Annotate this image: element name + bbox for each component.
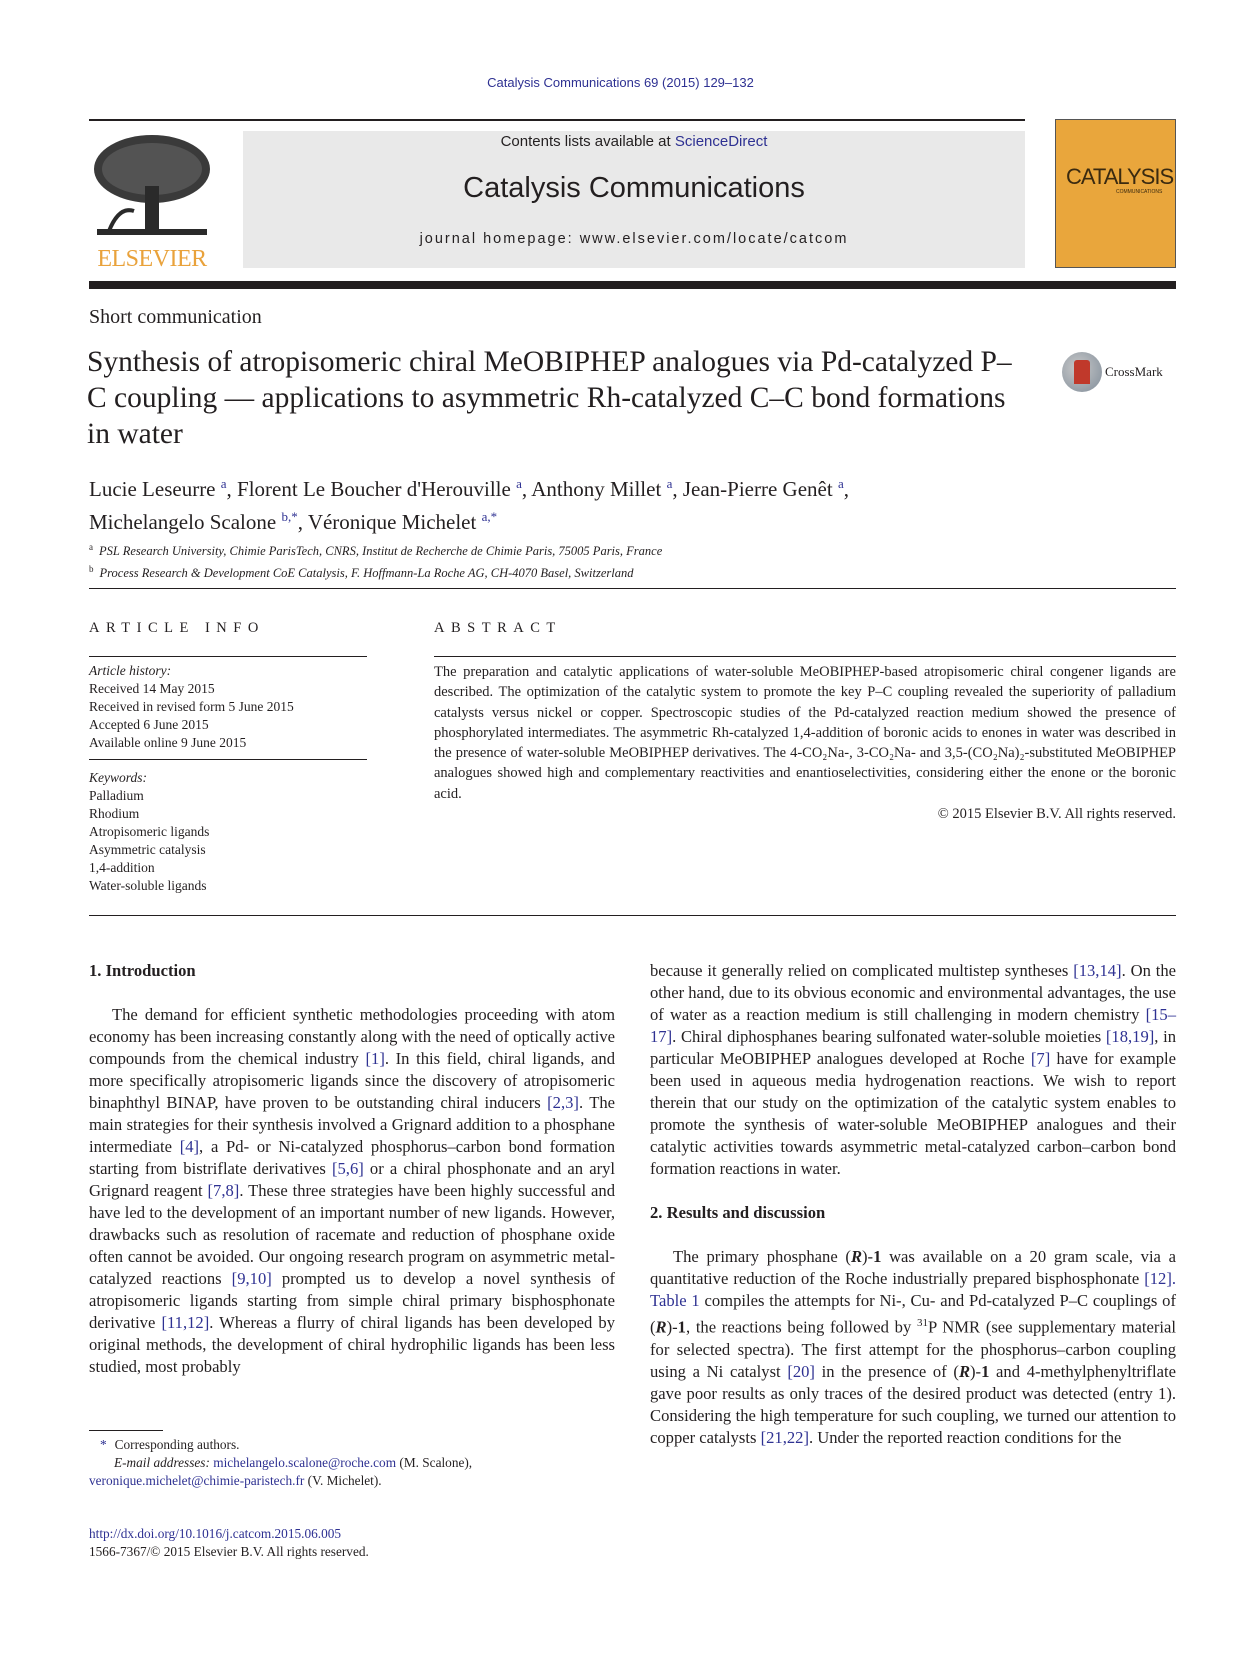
email-link-michelet[interactable]: veronique.michelet@chimie-paristech.fr [89, 1473, 305, 1488]
header-thick-bar [89, 281, 1176, 289]
citation-link[interactable]: [4] [179, 1137, 200, 1156]
text-segment: , in particular MeOBIPHEP analogues developed at Roche [650, 1027, 1176, 1068]
author-name: Véronique Michelet [307, 510, 477, 534]
author-affiliation-marker[interactable]: a [666, 476, 673, 491]
text-segment: The demand for efficient synthetic methodologies proceeding with atom economy has been increasing constantly along with the need of optically active compounds from the chemical industry [89, 1005, 615, 1068]
history-item: Available online 9 June 2015 [89, 735, 247, 750]
citation-link[interactable]: [13,14] [1073, 961, 1122, 980]
email-owner: (M. Scalone), [396, 1455, 473, 1470]
text-segment: . Chiral diphosphanes bearing sulfonated water-soluble moieties [672, 1027, 1106, 1046]
text-segment: )- [862, 1247, 874, 1266]
text-segment: . Under the reported reaction conditions for the [808, 1427, 1122, 1447]
footnotes [89, 1436, 609, 1490]
footnote-rule [89, 1430, 163, 1431]
author-name: Jean-Pierre Genêt [682, 477, 833, 501]
keyword: 1,4-addition [89, 860, 155, 875]
citation-link[interactable]: [7] [1030, 1049, 1051, 1068]
elsevier-tree-icon [89, 131, 215, 241]
text-segment: P NMR (see supplementary material for selected spectra). The first attempt for the phosphorus–carbon coupling using a Ni catalyst [650, 1317, 1176, 1381]
text-segment: because it generally relied on complicated multistep syntheses [650, 961, 1074, 980]
email-label: E-mail addresses: [114, 1455, 210, 1470]
text-segment: )- [666, 1317, 678, 1337]
issn-copyright: 1566-7367/© 2015 Elsevier B.V. All rights reserved. [89, 1544, 369, 1559]
citation-link[interactable]: [9,10] [231, 1269, 272, 1288]
paragraph [650, 960, 1176, 1180]
author-name: Florent Le Boucher d'Herouville [237, 477, 511, 501]
keyword: Asymmetric catalysis [89, 842, 206, 857]
author-separator: , [521, 477, 532, 501]
text-segment: prompted us to develop a novel synthesis of atropisomeric ligands starting from simple chiral primary bisphosphonate derivative [89, 1269, 615, 1332]
text-segment: R [655, 1317, 667, 1337]
journal-cover-image [1055, 119, 1176, 268]
citation-link[interactable]: [15–17] [650, 1005, 1176, 1046]
text-segment: compiles the attempts for Ni-, Cu- and Pd-catalyzed P–C couplings of ( [650, 1291, 1177, 1337]
author-affiliation-marker[interactable]: a,* [481, 509, 498, 524]
doi-link[interactable]: http://dx.doi.org/10.1016/j.catcom.2015.06.005 [89, 1526, 342, 1541]
text-segment: The primary phosphane ( [673, 1247, 851, 1266]
divider [89, 759, 367, 760]
author-affiliation-marker[interactable]: a [516, 476, 522, 491]
text-segment: have for example been used in aqueous media hydrogenation reactions. We wish to report therein that our study on the optimization of the catalytic system enables to promote the synthesis of water-soluble MeOBIPHEP analogues and their catalytic activities towards asymmetric metal-catalyzed carbon–carbon bond formation reactions in water. [650, 1049, 1177, 1178]
article-type: Short communication [89, 306, 262, 328]
paragraph [650, 1246, 1176, 1449]
email-link-scalone[interactable]: michelangelo.scalone@roche.com [213, 1455, 397, 1470]
abstract-text: The preparation and catalytic applications of water-soluble MeOBIPHEP-based atropisomeric chiral congener ligands are described. The optimization of the catalytic system to promote the key P–C coupling revealed the superiority of palladium catalysts versus nickel or copper. Spectroscopic studies of the Pd-catalyzed reaction medium showed the presence of phosphorylated intermediates. The asymmetric Rh-catalyzed 1,4-addition of boronic acids to enones in water was described in the presence of water-soluble MeOBIPHEP derivatives. The 4-CO₂Na-, 3-CO₂Na- and 3,5-(CO₂Na)₂-substituted MeOBIPHEP analogues showed high and complementary reactivities and enantioselectivities, considering either the enone or the boronic acid. [434, 664, 1176, 802]
header-rule [89, 119, 1025, 121]
citation-link[interactable]: [18,19] [1105, 1027, 1155, 1046]
text-segment: . On the other hand, due to its obvious economic and environmental advantages, the use of water as a reaction medium is still challenging in modern chemistry [650, 961, 1177, 1024]
paragraph [89, 1004, 615, 1378]
author-name: Anthony Millet [531, 477, 662, 501]
article-history [89, 662, 367, 752]
divider [434, 656, 1176, 657]
text-segment: , a Pd- or Ni-catalyzed phosphorus–carbon bond formation starting from bistriflate derivatives [89, 1137, 616, 1178]
history-item: Received 14 May 2015 [89, 681, 215, 696]
journal-title: Catalysis Communications [463, 172, 805, 204]
text-segment: 31 [916, 1317, 928, 1329]
affiliation-a: $^a$ PSL Research University, Chimie ParisTech, CNRS, Institut de Recherche de Chimie Paris, 75005 Paris, France [89, 542, 663, 559]
email-owner: (V. Michelet). [304, 1473, 382, 1488]
divider [89, 588, 1176, 589]
text-segment: or a chiral phosphonate and an aryl Grignard reagent [89, 1159, 616, 1200]
abstract-heading: ABSTRACT [434, 620, 562, 636]
keyword: Palladium [89, 788, 144, 803]
author-name: Lucie Leseurre [89, 477, 216, 501]
abstract [434, 662, 1176, 824]
citation-link[interactable]: [7,8] [207, 1181, 240, 1200]
abstract-copyright: © 2015 Elsevier B.V. All rights reserved. [937, 806, 1176, 823]
doi-block [89, 1525, 369, 1561]
author-separator: , [226, 477, 238, 501]
author-separator: , [843, 477, 849, 501]
author-name: Michelangelo Scalone [89, 510, 277, 534]
keywords-label: Keywords: [89, 770, 147, 785]
keyword: Water-soluble ligands [89, 878, 207, 893]
left-column [89, 960, 615, 1378]
journal-reference-link[interactable]: Catalysis Communications 69 (2015) 129–132 [487, 75, 754, 90]
text-segment: . In this field, chiral ligands, and more specifically atropisomeric ligands since the discovery of atropisomeric binaphthyl BINAP, have proven to be outstanding chiral inducers [89, 1049, 615, 1112]
text-segment: 1 [873, 1247, 882, 1266]
elsevier-wordmark: ELSEVIER [97, 246, 207, 272]
keywords [89, 769, 367, 895]
crossmark-label: CrossMark [1105, 364, 1163, 379]
author-affiliation-marker[interactable]: a [220, 476, 227, 491]
text-segment: was available on a 20 gram scale, via a quantitative reduction of the Roche industrially prepared bisphosphonate [650, 1247, 1176, 1288]
citation-link[interactable]: [12]. Table 1 [650, 1269, 1176, 1310]
article-info-heading: ARTICLE INFO [89, 620, 265, 636]
journal-header [243, 131, 1025, 268]
history-label: Article history: [89, 663, 172, 678]
divider [89, 915, 1176, 916]
text-segment: . The main strategies for their synthesis involved a Grignard addition to a phosphane intermediate [89, 1093, 615, 1156]
sciencedirect-link[interactable]: ScienceDirect [674, 133, 768, 150]
divider [89, 656, 367, 657]
elsevier-logo [89, 131, 215, 272]
text-segment: . These three strategies have been highly successful and have led to the development of an important number of new ligands. However, drawbacks such as resolution of racemate and reduction of phosphane oxide often cannot be avoided. Our ongoing research program on asymmetric metal-catalyzed reactions [89, 1181, 616, 1288]
keyword: Rhodium [89, 806, 140, 821]
citation-link[interactable]: [20] [787, 1361, 815, 1381]
introduction-heading: 1. Introduction [89, 961, 196, 980]
author-affiliation-marker[interactable]: a [837, 476, 844, 491]
citation-link[interactable]: [21,22] [760, 1427, 809, 1447]
journal-homepage-link[interactable]: journal homepage: www.elsevier.com/locate/catcom [419, 231, 849, 247]
author-affiliation-marker[interactable]: b,* [281, 509, 298, 524]
text-segment: . Whereas a flurry of chiral ligands has been developed by original methods, the development of chiral hydrophilic ligands has been less studied, most probably [89, 1313, 615, 1376]
keyword: Atropisomeric ligands [89, 824, 210, 839]
right-column [650, 960, 1176, 1449]
text-segment: )- [970, 1361, 982, 1381]
text-segment: R [958, 1361, 971, 1381]
crossmark-button[interactable] [1062, 352, 1163, 392]
corresponding-authors: Corresponding authors. [114, 1437, 240, 1452]
history-item: Accepted 6 June 2015 [89, 717, 209, 732]
cover-subtitle: COMMUNICATIONS [1116, 189, 1163, 195]
citation-link[interactable]: [11,12] [161, 1313, 210, 1332]
contents-text: Contents lists available at [500, 133, 675, 150]
affiliation-b: $^b$ Process Research & Development CoE Catalysis, F. Hoffmann-La Roche AG, CH-4070 Basel, Switzerland [89, 564, 634, 581]
author-separator: , [297, 510, 308, 534]
author-list [89, 470, 1089, 536]
citation-link[interactable]: [5,6] [331, 1159, 364, 1178]
text-segment: in the presence of ( [814, 1361, 959, 1381]
text-segment: 1 [677, 1317, 686, 1337]
text-segment: , the reactions being followed by [685, 1317, 917, 1337]
citation-link[interactable]: [1] [365, 1049, 385, 1068]
text-segment: and 4-methylphenyltriflate gave poor results as only traces of the desired product was detected (entry 1). Considering the high temperature for such coupling, we turned our attention to copper catalysts [650, 1361, 1176, 1447]
results-heading: 2. Results and discussion [650, 1203, 826, 1222]
crossmark-icon [1062, 352, 1102, 392]
citation-link[interactable]: [2,3] [547, 1093, 579, 1112]
article-title: Synthesis of atropisomeric chiral MeOBIPHEP analogues via Pd-catalyzed P–C coupling — applications to asymmetric Rh-catalyzed C–C bond formations in water [87, 346, 1012, 450]
affiliations [89, 538, 662, 582]
cover-title: CATALYSIS [1066, 164, 1174, 189]
text-segment: 1 [981, 1361, 990, 1381]
author-separator: , [672, 477, 683, 501]
text-segment: R [850, 1247, 863, 1266]
footnote-star: * [100, 1437, 107, 1452]
history-item: Received in revised form 5 June 2015 [89, 699, 294, 714]
